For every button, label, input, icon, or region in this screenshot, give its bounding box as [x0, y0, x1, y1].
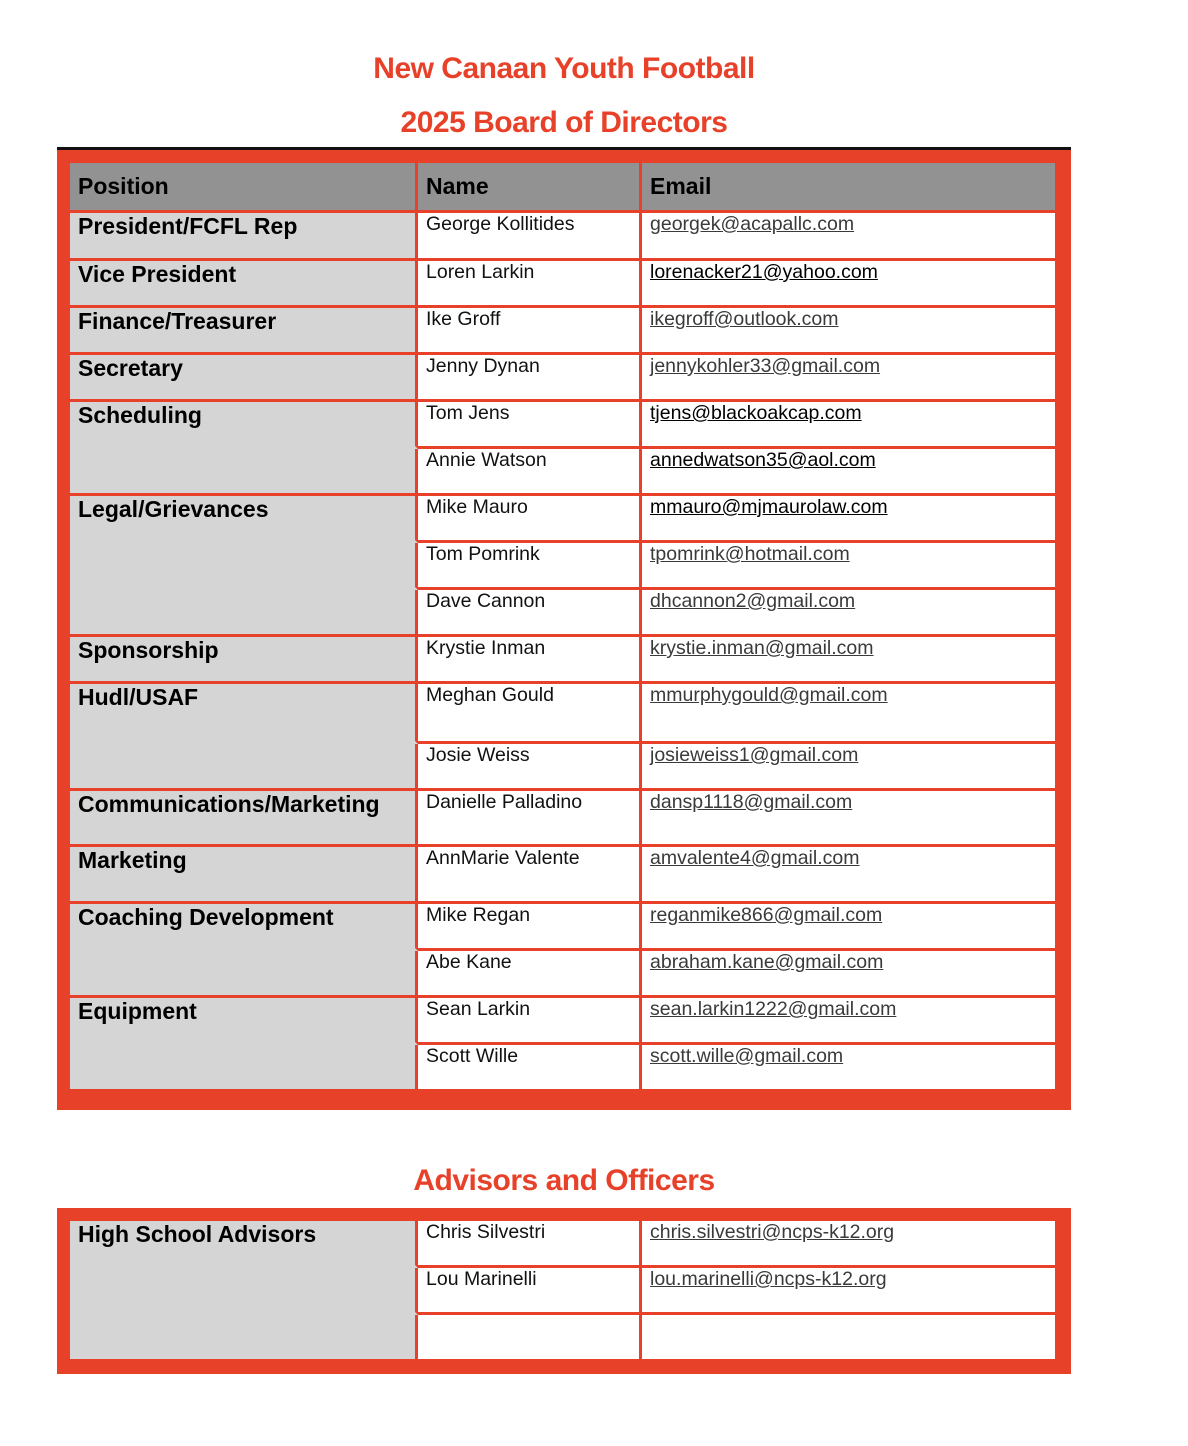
position-cell: Hudl/USAF: [70, 684, 418, 744]
table-row: [70, 355, 1058, 402]
table-row: [70, 744, 1058, 791]
table-header-row: [70, 163, 1058, 213]
position-cell: [70, 543, 418, 590]
name-cell: Ike Groff: [418, 308, 642, 355]
position-cell: [70, 449, 418, 496]
email-cell: [642, 449, 1058, 496]
email-link[interactable]: tpomrink@hotmail.com: [650, 543, 850, 565]
email-cell: [642, 1268, 1058, 1315]
email-cell: [642, 791, 1058, 847]
email-cell: [642, 308, 1058, 355]
email-cell: [642, 1221, 1058, 1268]
email-link[interactable]: annedwatson35@aol.com: [650, 449, 876, 471]
name-cell: Tom Jens: [418, 402, 642, 449]
email-link[interactable]: mmauro@mjmaurolaw.com: [650, 496, 888, 518]
position-cell: Sponsorship: [70, 637, 418, 684]
name-cell: Annie Watson: [418, 449, 642, 496]
column-header-name: Name: [418, 163, 642, 213]
email-link[interactable]: tjens@blackoakcap.com: [650, 402, 862, 424]
table-row: [70, 998, 1058, 1045]
name-cell: George Kollitides: [418, 213, 642, 261]
name-cell: Sean Larkin: [418, 998, 642, 1045]
email-cell: [642, 1315, 1058, 1362]
email-cell: [642, 590, 1058, 637]
email-link[interactable]: lorenacker21@yahoo.com: [650, 261, 878, 283]
table-row: [70, 791, 1058, 847]
email-cell: [642, 904, 1058, 951]
table-row: [70, 496, 1058, 543]
table-row: [70, 847, 1058, 904]
name-cell: Tom Pomrink: [418, 543, 642, 590]
document-title: New Canaan Youth Football: [373, 52, 755, 85]
table-row: [70, 261, 1058, 308]
name-cell: Josie Weiss: [418, 744, 642, 791]
position-cell: Vice President: [70, 261, 418, 308]
email-link[interactable]: chris.silvestri@ncps-k12.org: [650, 1221, 895, 1243]
email-cell: [642, 402, 1058, 449]
table-row: [70, 1268, 1058, 1315]
advisors-table: [70, 1221, 1058, 1362]
advisors-table-frame: [57, 1208, 1071, 1374]
email-link[interactable]: jennykohler33@gmail.com: [650, 355, 881, 377]
name-cell: Krystie Inman: [418, 637, 642, 684]
table-row: [70, 590, 1058, 637]
table-row: [70, 904, 1058, 951]
email-link[interactable]: josieweiss1@gmail.com: [650, 744, 859, 766]
email-cell: [642, 951, 1058, 998]
position-cell: Equipment: [70, 998, 418, 1045]
table-row: [70, 951, 1058, 998]
email-link[interactable]: scott.wille@gmail.com: [650, 1045, 844, 1067]
email-link[interactable]: sean.larkin1222@gmail.com: [650, 998, 897, 1020]
table-row: [70, 637, 1058, 684]
name-cell: Lou Marinelli: [418, 1268, 642, 1315]
email-cell: [642, 261, 1058, 308]
email-cell: [642, 213, 1058, 261]
position-cell: Finance/Treasurer: [70, 308, 418, 355]
email-cell: [642, 1045, 1058, 1092]
email-link[interactable]: reganmike866@gmail.com: [650, 904, 883, 926]
position-cell: Coaching Development: [70, 904, 418, 951]
name-cell: [418, 1315, 642, 1362]
name-cell: Mike Mauro: [418, 496, 642, 543]
table-row: [70, 1221, 1058, 1268]
email-cell: [642, 847, 1058, 904]
column-header-email: Email: [642, 163, 1058, 213]
position-cell: High School Advisors: [70, 1221, 418, 1268]
position-cell: President/FCFL Rep: [70, 213, 418, 261]
email-link[interactable]: abraham.kane@gmail.com: [650, 951, 884, 973]
name-cell: Jenny Dynan: [418, 355, 642, 402]
table-row: [70, 402, 1058, 449]
board-title: 2025 Board of Directors: [400, 106, 728, 139]
column-header-position: Position: [70, 163, 418, 213]
position-cell: [70, 744, 418, 791]
advisors-title: Advisors and Officers: [413, 1164, 715, 1197]
board-table-frame: [57, 150, 1071, 1110]
table-row: [70, 1045, 1058, 1092]
board-table: [70, 163, 1058, 1092]
name-cell: Dave Cannon: [418, 590, 642, 637]
email-link[interactable]: amvalente4@gmail.com: [650, 847, 860, 869]
email-cell: [642, 998, 1058, 1045]
email-link[interactable]: dhcannon2@gmail.com: [650, 590, 856, 612]
email-cell: [642, 496, 1058, 543]
position-cell: Marketing: [70, 847, 418, 904]
name-cell: AnnMarie Valente: [418, 847, 642, 904]
table-row: [70, 213, 1058, 261]
name-cell: Meghan Gould: [418, 684, 642, 744]
position-cell: [70, 1268, 418, 1315]
position-cell: [70, 590, 418, 637]
position-cell: Legal/Grievances: [70, 496, 418, 543]
email-link[interactable]: krystie.inman@gmail.com: [650, 637, 874, 659]
name-cell: Mike Regan: [418, 904, 642, 951]
position-cell: Secretary: [70, 355, 418, 402]
email-cell: [642, 355, 1058, 402]
email-cell: [642, 684, 1058, 744]
table-row: [70, 543, 1058, 590]
position-cell: Communications/Marketing: [70, 791, 418, 847]
name-cell: Scott Wille: [418, 1045, 642, 1092]
email-link[interactable]: dansp1118@gmail.com: [650, 791, 853, 813]
email-cell: [642, 637, 1058, 684]
email-link[interactable]: mmurphygould@gmail.com: [650, 684, 888, 706]
email-cell: [642, 543, 1058, 590]
position-cell: [70, 951, 418, 998]
position-cell: Scheduling: [70, 402, 418, 449]
position-cell: [70, 1315, 418, 1362]
table-row: [70, 449, 1058, 496]
name-cell: Abe Kane: [418, 951, 642, 998]
position-cell: [70, 1045, 418, 1092]
name-cell: Loren Larkin: [418, 261, 642, 308]
table-row: [70, 1315, 1058, 1362]
table-row: [70, 308, 1058, 355]
email-link[interactable]: lou.marinelli@ncps-k12.org: [650, 1268, 887, 1290]
email-cell: [642, 744, 1058, 791]
name-cell: Chris Silvestri: [418, 1221, 642, 1268]
table-row: [70, 684, 1058, 744]
email-link[interactable]: ikegroff@outlook.com: [650, 308, 839, 330]
name-cell: Danielle Palladino: [418, 791, 642, 847]
email-link[interactable]: georgek@acapallc.com: [650, 213, 855, 235]
